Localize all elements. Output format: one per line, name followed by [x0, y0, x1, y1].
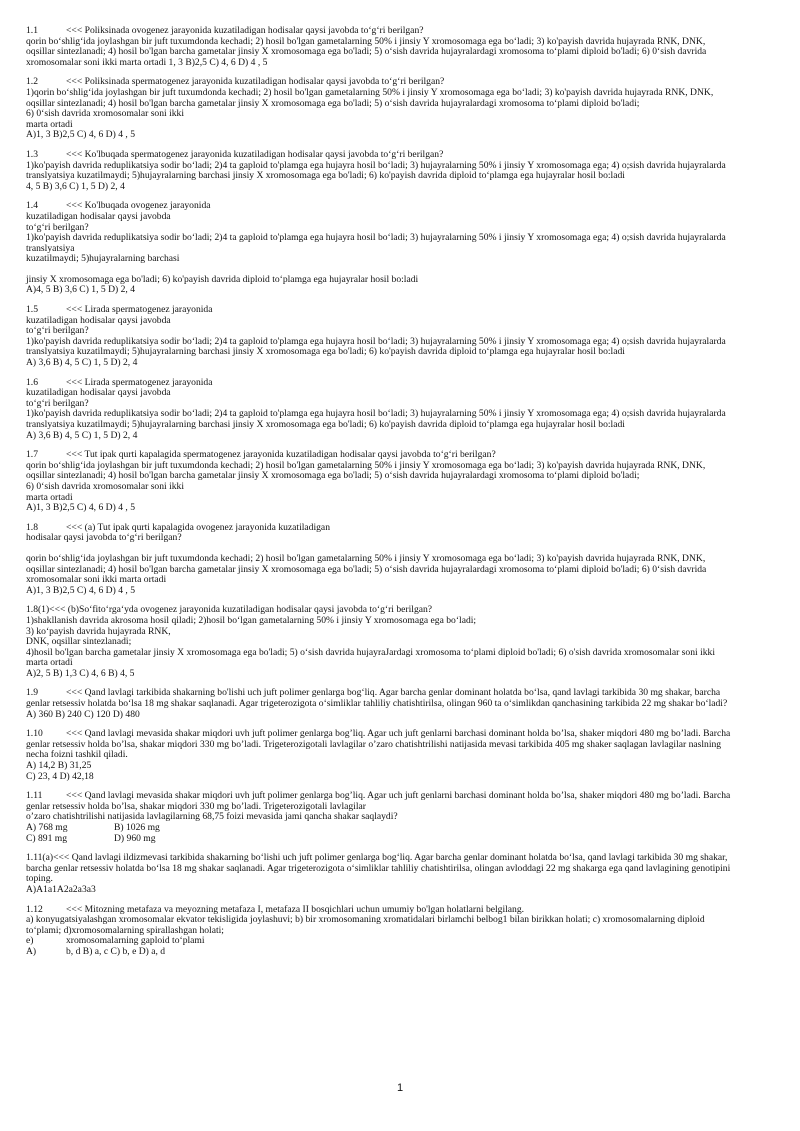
question-number: 1.5: [26, 304, 38, 316]
question-line: [26, 586, 776, 597]
question-line: [26, 772, 776, 783]
question-line: [26, 627, 776, 638]
answer-option: A) 768 mg: [26, 822, 68, 833]
question-number: 1.9: [26, 687, 38, 699]
question-text: DNK, oqsillar sintezlanadi;: [26, 636, 132, 648]
question-line: [26, 431, 776, 442]
question-text: A) 3,6 B) 4, 5 C) 1, 5 D) 2, 4: [26, 429, 138, 441]
question-text: marta ortadi: [26, 118, 73, 130]
question-text: 1.8(1)<<< (b)So‘fito‘rga‘yda ovogenez jarayonida kuzatiladigan hodisalar qaysi javobda to‘g‘ri berilgan?: [26, 604, 433, 616]
question-number: 1.10: [26, 728, 43, 740]
question-text: marta ortadi: [26, 657, 73, 669]
question-number: 1.11: [26, 790, 43, 802]
answer-options-row: [26, 834, 776, 845]
question-number: 1.1: [26, 25, 38, 36]
question-text: to‘g‘ri berilgan?: [26, 397, 89, 409]
question-line: [26, 254, 776, 265]
question-line: [26, 864, 776, 875]
answer-option: B) 1026 mg: [114, 822, 160, 833]
answer-options-row: [26, 823, 776, 834]
question-line: [26, 648, 776, 659]
question-block: [26, 201, 776, 296]
question-text: 1)ko'payish davrida reduplikatsiya sodir bo‘ladi; 2)4 ta gaploid to'plamga ega hujayra hosil bo‘ladi; 3) hujayralarning 50% i jinsiy Y xromosomaga ega; 4) o;sish davrida hujayralarda: [26, 232, 726, 244]
question-block: [26, 77, 776, 141]
question-line: [26, 285, 776, 296]
question-text: 1.11(a)<<< Qand lavlagi ildizmevasi tarkibida shakarning bo‘lishi uch juft polimer genlarga bog‘liq. Agar barcha genlar dominant holatda bo‘lsa, qand lavlagi tarkibida 30 mg shakar,: [26, 852, 728, 864]
question-text: <<< Lirada spermatogenez jarayonida: [66, 376, 213, 388]
question-number: 1.12: [26, 903, 43, 915]
question-text: <<< Qand lavlagi mevasida shakar miqdori uvh juft polimer genlarga bog’liq. Agar uch juft genlarni barchasi dominant holda bo’lsa, shaker miqdori 480 mg bo’ladi. Barcha: [66, 728, 731, 740]
question-text: oqsillar sintezlanadi; 4) hosil bo'lgan barcha gametalar jinsiy X xromosomaga ega bo'ladi; 5) o‘sish davrida hujayralardagi xromosoma to‘plami diploid bo'ladi; 6) 0‘sish davrida: [26, 46, 707, 58]
question-text: kuzatiladigan hodisalar qaysi javobda: [26, 387, 171, 399]
question-block: [26, 791, 776, 844]
question-text: a) konyugatsiyalashgan xromosomalar ekvator tekisligida joylashuvi; b) bir xromosomaning xromatidalari birlamchi belbog1 bilan birikkan holati; c) xromosomalarning diploid: [26, 914, 705, 926]
question-text: <<< (a) Tut ipak qurti kapalagida ovogenez jarayonida kuzatiladigan: [66, 521, 330, 533]
question-text: qorin bo‘shlig‘ida joylashgan bir juft tuxumdonda kechadi; 2) hosil bo'lgan gametalarning 50% i jinsiy Y xromosomaga ega bo‘ladi; 3) ko'payish davrida hujayrada RNK, DNK,: [26, 35, 706, 47]
question-line: [26, 358, 776, 369]
question-text: 4, 5 B) 3,6 C) 1, 5 D) 2, 4: [26, 180, 125, 192]
question-text: translyatsiya kuzatilmaydi; 5)hujayralarning barchasi jinsiy X xromosomaga ega bo'ladi; 6) ko'payish davrida diploid to‘plamga ega hujayralar hosil bo:ladi: [26, 346, 625, 358]
question-text: 1)qorin bo‘shlig‘ida joylashgan bir juft tuxumdonda kechadi; 2) hosil bo'lgan gametalarning 50% i jinsiy Y xromosomaga ega bo‘ladi; 3) ko'payish davrida hujayrada RNK, DNK,: [26, 86, 714, 98]
question-text: A)A1a1A2a2a3a3: [26, 883, 96, 895]
question-line: [26, 750, 776, 761]
question-line: [26, 120, 776, 131]
question-line: [26, 761, 776, 772]
question-text: translyatsiya kuzatilmaydi; 5)hujayralarning barchasi jinsiy X xromosomaga ega bo'ladi; 6) ko'payish davrida diploid to‘plamga ega hujayralar hosil bo:ladi: [26, 170, 625, 182]
answer-option: C) 891 mg: [26, 832, 68, 844]
answer-option: D) 960 mg: [114, 832, 156, 844]
question-block: [26, 305, 776, 369]
question-text: hodisalar qaysi javobda to‘g‘ri berilgan?: [26, 532, 182, 544]
question-line: [26, 420, 776, 431]
question-text: A)1, 3 B)2,5 C) 4, 6 D) 4 , 5: [26, 584, 135, 596]
question-text: <<< Qand lavlagi mevasida shakar miqdori uvh juft polimer genlarga bog’liq. Agar uch juft genlarni barchasi dominant holda bo’lsa, shaker miqdori 480 mg bo’ladi. Barcha: [66, 790, 731, 802]
question-line: [26, 109, 776, 120]
question-text: to‘plami; d)xromosomalarning spirallashgan holati;: [26, 924, 224, 936]
question-line: [26, 212, 776, 223]
question-text: 6) 0‘sish davrida xromosomalar soni ikki: [26, 108, 185, 120]
question-text: A) 3,6 B) 4, 5 C) 1, 5 D) 2, 4: [26, 357, 138, 369]
question-text: A)2, 5 B) 1,3 C) 4, 6 B) 4, 5: [26, 667, 135, 679]
page-number: 1: [396, 1082, 404, 1094]
question-text: kuzatiladigan hodisalar qaysi javobda: [26, 210, 171, 222]
question-line: [26, 171, 776, 182]
question-text: oqsillar sintezlanadi; 4) hosil bo'lgan barcha gametalar jinsiy X xromosomaga ega bo'ladi; 5) o‘sish davrida hujayralardagi xromosoma to‘plami diploid bo'ladi;: [26, 97, 640, 109]
question-text: 3) ko‘payish davrida hujayrada RNK,: [26, 625, 171, 637]
question-text: marta ortadi: [26, 491, 73, 503]
question-text: o’zaro chatishtrilishi natijasida lavlagilarning 68,75 foizi mevasida jami qancha shakar saqlaydi?: [26, 811, 398, 823]
question-line: [26, 347, 776, 358]
question-text: A) 360 B) 240 C) 120 D) 480: [26, 708, 140, 720]
question-line: [26, 275, 776, 286]
question-text: oqsillar sintezlanadi; 4) hosil bo'lgan barcha gametalar jinsiy X xromosomaga ega bo'ladi; 5) o‘sish davrida hujayralardagi xromosoma to‘plami diploid bo'ladi; 6) 0‘sish davrida: [26, 563, 707, 575]
question-block: [26, 523, 776, 597]
question-text: <<< Tut ipak qurti kapalagida spermatogenez jarayonida kuzatiladigan hodisalar qaysi javobda to‘g‘ri berilgan?: [66, 449, 496, 461]
question-number: 1.3: [26, 148, 38, 160]
question-text: kuzatilmaydi; 5)hujayralarning barchasi: [26, 253, 180, 265]
question-text: 1)ko'payish davrida reduplikatsiya sodir bo‘ladi; 2)4 ta gaploid to'plamga ega hujayra hosil bo‘ladi; 3) hujayralarning 50% i jinsiy Y xromosomaga ega; 4) o;sish davrida hujayralarda: [26, 408, 726, 420]
item-label: A): [26, 945, 37, 957]
question-block: [26, 150, 776, 192]
question-text: barcha genlar retsessiv holatda bo‘lsa 18 mg shakar saqlanadi. Agar trigeterozigota o‘simliklar tahliliy chatishtirilsa, olingan avloddagi 22 mg shakarga ega qand lavlagining genotipini: [26, 862, 731, 874]
question-block: [26, 688, 776, 720]
question-block: [26, 853, 776, 895]
question-line: [26, 740, 776, 751]
question-text: genlar retsessiv holatda bo‘lsa 18 mg shakar saqlanadi. Agar trigeterozigota o‘simliklar tahliliy chatishtirilsa, olingan 960 ta o‘simlikdan qanchasining tarkibida 22 mg shakar bo‘ladi?: [26, 698, 728, 710]
question-text: 4)hosil bo'lgan barcha gametalar jinsiy X xromosomaga ega bo'ladi; 5) o‘sish davrida hujayraJardagi xromosoma to‘plami diploid bo'ladi; 6) o'sish davrida xromosomalar soni ikki: [26, 646, 715, 658]
question-block: [26, 905, 776, 958]
item-text: b, d B) a, c C) b, e D) a, d: [66, 945, 166, 957]
question-block: [26, 450, 776, 514]
question-line: [26, 885, 776, 896]
question-text: xromosomalar soni ikki marta ortadi: [26, 574, 167, 586]
question-text: to‘g‘ri berilgan?: [26, 221, 89, 233]
question-line: [26, 658, 776, 669]
question-line: [26, 388, 776, 399]
question-number: 1.6: [26, 376, 38, 388]
question-block: [26, 378, 776, 442]
item-text: xromosomalarning gaploid to‘plami: [66, 935, 205, 947]
question-text: A)4, 5 B) 3,6 C) 1, 5 D) 2, 4: [26, 284, 135, 296]
question-line: [26, 669, 776, 680]
question-number: 1.8: [26, 521, 38, 533]
question-line: [26, 482, 776, 493]
question-text: translyatsiya kuzatilmaydi; 5)hujayralarning barchasi jinsiy X xromosomaga ega bo'ladi; 6) ko'payish davrida diploid to‘plamga ega hujayralar hosil bo:ladi: [26, 419, 625, 430]
question-text: <<< Ko'lbuqada spermatogenez jarayonida kuzatiladigan hodisalar qaysi javobda to‘g‘ri berilgan?: [66, 148, 444, 160]
question-line: [26, 58, 776, 69]
question-line: [26, 130, 776, 141]
question-block: [26, 605, 776, 679]
question-text: qorin bo‘shlig‘ida joylashgan bir juft tuxumdonda kechadi; 2) hosil bo'lgan gametalarning 50% i jinsiy Y xromosomaga ega bo‘ladi; 3) ko'payish davrida hujayrada RNK, DNK,: [26, 552, 706, 564]
question-text: <<< Lirada spermatogenez jarayonida: [66, 304, 213, 316]
question-number: 1.7: [26, 449, 38, 461]
question-text: 1)ko'payish davrida reduplikatsiya sodir bo‘ladi; 2)4 ta gaploid to'plamga ega hujayra hosil bo‘ladi; 3) hujayralarning 50% i jinsiy Y xromosomaga ega; 4) o;sish davrida hujayralarda: [26, 159, 726, 171]
question-text: xromosomalar soni ikki marta ortadi 1, 3 B)2,5 C) 4, 6 D) 4 , 5: [26, 56, 268, 68]
document-page: [26, 26, 776, 967]
question-text: <<< Qand lavlagi tarkibida shakarning bo'lishi uch juft polimer genlarga bog‘liq. Agar barcha genlar dominant holatda bo‘lsa, qand lavlagi tarkibida 30 mg shakar, barcha: [66, 687, 721, 699]
question-text: <<< Poliksinada ovogenez jarayonida kuzatiladigan hodisalar qaysi javobda to‘g‘ri berilgan?: [66, 25, 424, 36]
question-text: to‘g‘ri berilgan?: [26, 325, 89, 337]
question-text: 6) 0‘sish davrida xromosomalar soni ikki: [26, 480, 185, 492]
question-number: 1.4: [26, 200, 38, 212]
question-text: oqsillar sintezlanadi; 4) hosil bo'lgan barcha gametalar jinsiy X xromosomaga ega bo'ladi; 5) o‘sish davrida hujayralardagi xromosoma to‘plami diploid bo'ladi;: [26, 470, 640, 482]
question-text: genlar retsessiv holda bo’lsa, shakar miqdori 330 mg bo’ladi. Trigeterozigotali lavlagilar o’zaro chatishtrilishi natijasida mevasi tarkibida 405 mg shaker saqlagan lavlagilar naslning: [26, 738, 722, 750]
question-text: translyatsiya: [26, 242, 75, 254]
question-line: [26, 493, 776, 504]
question-text: genlar retsessiv holda bo’lsa, shakar miqdori 330 mg bo’ladi. Trigeterozigotali lavlagilar: [26, 800, 366, 812]
tabbed-line: [26, 947, 776, 958]
question-text: <<< Poliksinada spermatogenez jarayonida kuzatiladigan hodisalar qaysi javobda to‘g‘ri berilgan?: [66, 76, 445, 88]
question-line: [26, 575, 776, 586]
question-line: [26, 533, 776, 544]
question-text: <<< Mitozning metafaza va meyozning metafaza I, metafaza II bosqichlari uchun umumiy bo'lgan holatlarni belgilang.: [66, 903, 525, 915]
question-text: <<< Ko'lbuqada ovogenez jarayonida: [66, 200, 211, 212]
question-text: A) 14,2 B) 31,25: [26, 760, 92, 772]
question-text: C) 23, 4 D) 42,18: [26, 770, 94, 782]
question-block: [26, 26, 776, 68]
question-text: 1)shakllanish davrida akrosoma hosil qiladi; 2)hosil bo‘lgan gametalarning 50% i jinsiy Y xromosomaga ega bo‘ladi;: [26, 614, 477, 626]
question-number: 1.2: [26, 76, 38, 88]
question-text: 1)ko'payish davrida reduplikatsiya sodir bo‘ladi; 2)4 ta gaploid to'plamga ega hujayra hosil bo‘ladi; 3) hujayralarning 50% i jinsiy Y xromosomaga ega; 4) o;sish davrida hujayralarda: [26, 335, 726, 347]
question-line: [26, 182, 776, 193]
question-text: toping.: [26, 873, 53, 885]
question-block: [26, 729, 776, 782]
question-line: [26, 503, 776, 514]
question-text: necha foizni tashkil qiladi.: [26, 749, 128, 761]
item-label: e): [26, 935, 34, 947]
question-text: jinsiy X xromosomaga ega bo'ladi; 6) ko'payish davrida diploid to‘plamga ega hujayralar hosil bo:ladi: [26, 273, 419, 285]
question-text: A)1, 3 B)2,5 C) 4, 6 D) 4 , 5: [26, 502, 135, 514]
question-text: qorin bo‘shlig‘ida joylashgan bir juft tuxumdonda kechadi; 2) hosil bo'lgan gametalarning 50% i jinsiy Y xromosomaga ega bo‘ladi; 3) ko'payish davrida hujayrada RNK, DNK,: [26, 459, 706, 471]
question-line: [26, 874, 776, 885]
question-line: [26, 316, 776, 327]
question-line: [26, 233, 776, 244]
question-text: kuzatiladigan hodisalar qaysi javobda: [26, 314, 171, 326]
question-line: [26, 710, 776, 721]
question-text: A)1, 3 B)2,5 C) 4, 6 D) 4 , 5: [26, 129, 135, 141]
